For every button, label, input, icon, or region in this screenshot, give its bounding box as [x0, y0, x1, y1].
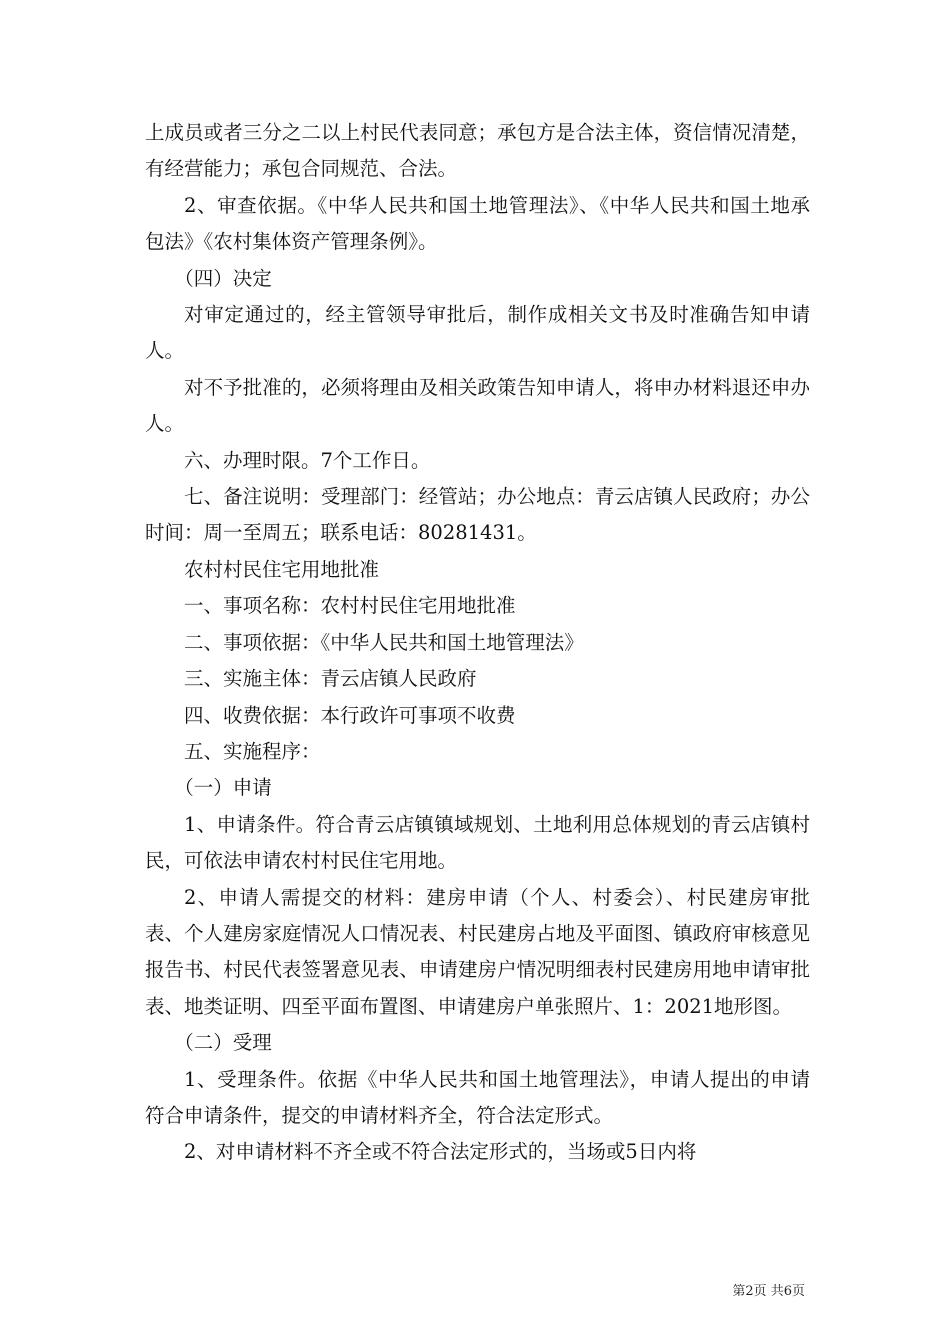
document-body	[145, 115, 810, 1171]
paragraph: 2、对申请材料不齐全或不符合法定形式的，当场或5日内将	[184, 1140, 697, 1164]
paragraph: 上成员或者三分之二以上村民代表同意；承包方是合法主体，资信情况清楚，有经营能力；承包合同规范、合法。	[145, 121, 810, 181]
paragraph: 七、备注说明：受理部门：经管站；办公地点：青云店镇人民政府；办公时间：周一至周五；联系电话：80281431。	[145, 485, 810, 545]
section-heading: （二）受理	[174, 1031, 272, 1055]
paragraph: 对不予批准的，必须将理由及相关政策告知申请人，将申办材料退还申办人。	[145, 375, 810, 436]
paragraph: 1、申请条件。符合青云店镇镇域规划、土地利用总体规划的青云店镇村民，可依法申请农村村民住宅用地。	[145, 812, 810, 873]
paragraph: 2、申请人需提交的材料：建房申请（个人、村委会）、村民建房审批表、个人建房家庭情况人口情况表、村民建房占地及平面图、镇政府审核意见报告书、村民代表签署意见表、申请建房户情况明细表村民建房用地申请审批表、地类证明、四至平面布置图、申请建房户单张照片、1：2021地形图。	[145, 885, 810, 1018]
paragraph: 四、收费依据：本行政许可事项不收费	[184, 703, 516, 727]
document-title: 农村村民住宅用地批准	[184, 557, 380, 581]
paragraph: 二、事项依据：《中华人民共和国土地管理法》	[184, 630, 584, 654]
page-number: 第2页 共6页	[732, 1284, 805, 1299]
paragraph: 对审定通过的，经主管领导审批后，制作成相关文书及时准确告知申请人。	[145, 303, 810, 363]
paragraph: 1、受理条件。依据《中华人民共和国土地管理法》，申请人提出的申请符合申请条件，提交的申请材料齐全，符合法定形式。	[145, 1067, 810, 1127]
paragraph: 一、事项名称：农村村民住宅用地批准	[184, 594, 516, 618]
section-heading: （四）决定	[174, 266, 272, 290]
paragraph: 五、实施程序：	[184, 739, 321, 763]
paragraph: 2、审查依据。《中华人民共和国土地管理法》、《中华人民共和国土地承包法》《农村集体资产管理条例》。	[145, 193, 810, 254]
paragraph: 六、办理时限。7个工作日。	[184, 448, 431, 472]
section-heading: （一）申请	[174, 776, 272, 800]
paragraph: 三、实施主体：青云店镇人民政府	[184, 667, 477, 691]
